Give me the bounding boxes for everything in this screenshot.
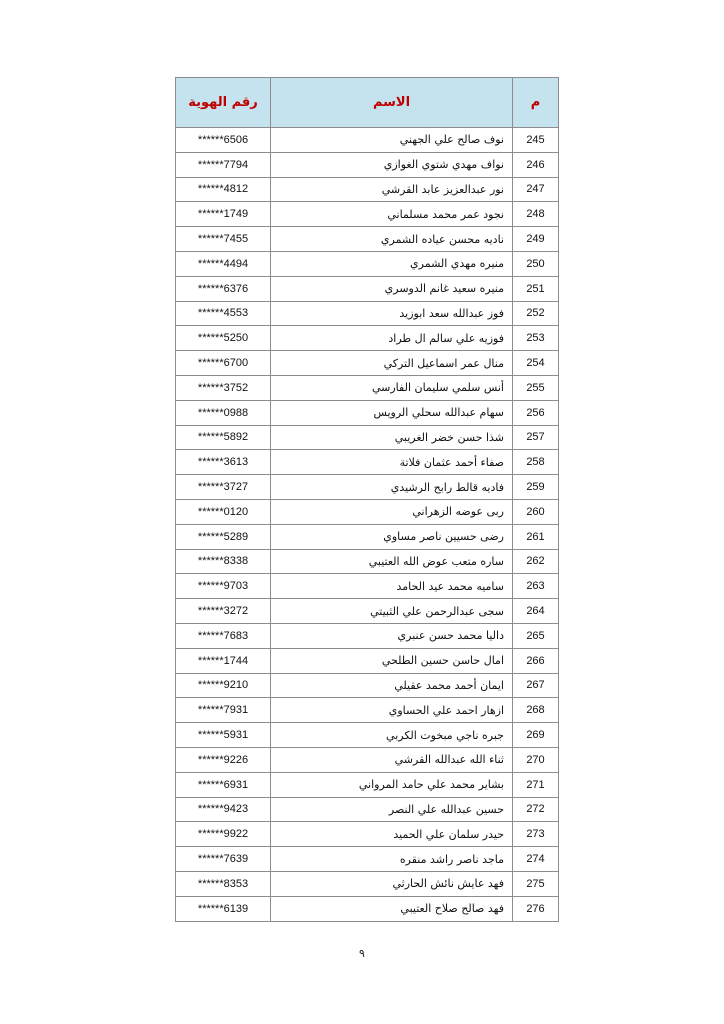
- table-row: [176, 648, 559, 673]
- table-row: [176, 375, 559, 400]
- row-name: أنس سلمي سليمان الفارسي: [271, 375, 513, 400]
- row-id-number: ******8338: [176, 549, 271, 574]
- row-number: 272: [513, 797, 559, 822]
- row-name: بشاير محمد علي حامد المرواني: [271, 772, 513, 797]
- row-name: فهد عايش نائش الحارثي: [271, 871, 513, 896]
- row-number: 252: [513, 301, 559, 326]
- names-table: [175, 77, 559, 922]
- table-row: [176, 822, 559, 847]
- table-row: [176, 475, 559, 500]
- row-name: ماجد ناصر راشد منقره: [271, 847, 513, 872]
- row-name: ناديه محسن عياده الشمري: [271, 227, 513, 252]
- row-number: 246: [513, 152, 559, 177]
- row-name: ربى عوضه الزهراني: [271, 499, 513, 524]
- row-number: 260: [513, 499, 559, 524]
- row-name: امال حاسن حسين الطلحي: [271, 648, 513, 673]
- row-number: 266: [513, 648, 559, 673]
- table-row: [176, 227, 559, 252]
- row-number: 250: [513, 251, 559, 276]
- row-id-number: ******5250: [176, 326, 271, 351]
- row-number: 276: [513, 896, 559, 921]
- row-id-number: ******9423: [176, 797, 271, 822]
- table-row: [176, 128, 559, 153]
- table-row: [176, 499, 559, 524]
- row-name: نور عبدالعزيز عابد القرشي: [271, 177, 513, 202]
- row-name: منيره مهدي الشمري: [271, 251, 513, 276]
- row-number: 273: [513, 822, 559, 847]
- table-row: [176, 673, 559, 698]
- row-number: 263: [513, 574, 559, 599]
- table-row: [176, 450, 559, 475]
- row-number: 265: [513, 623, 559, 648]
- table-row: [176, 177, 559, 202]
- row-number: 271: [513, 772, 559, 797]
- table-row: [176, 202, 559, 227]
- row-id-number: ******3727: [176, 475, 271, 500]
- table-row: [176, 797, 559, 822]
- table-row: [176, 351, 559, 376]
- row-number: 247: [513, 177, 559, 202]
- table-row: [176, 326, 559, 351]
- table-row: [176, 871, 559, 896]
- row-number: 270: [513, 747, 559, 772]
- row-number: 248: [513, 202, 559, 227]
- row-id-number: ******6700: [176, 351, 271, 376]
- row-number: 267: [513, 673, 559, 698]
- row-id-number: ******4812: [176, 177, 271, 202]
- row-id-number: ******6931: [176, 772, 271, 797]
- table-header: [176, 78, 559, 128]
- row-name: نوف صالح علي الجهني: [271, 128, 513, 153]
- table-row: [176, 524, 559, 549]
- row-id-number: ******4553: [176, 301, 271, 326]
- row-name: شذا حسن خضر الغريبي: [271, 425, 513, 450]
- row-id-number: ******1744: [176, 648, 271, 673]
- table-row: [176, 698, 559, 723]
- page-number: ٩: [359, 947, 365, 960]
- row-id-number: ******7683: [176, 623, 271, 648]
- table-row: [176, 425, 559, 450]
- table-row: [176, 896, 559, 921]
- row-id-number: ******7639: [176, 847, 271, 872]
- row-id-number: ******7794: [176, 152, 271, 177]
- header-name: الاسم: [271, 78, 513, 128]
- row-number: 269: [513, 723, 559, 748]
- row-name: ساميه محمد عيد الحامد: [271, 574, 513, 599]
- table-body: [176, 128, 559, 922]
- row-number: 254: [513, 351, 559, 376]
- row-id-number: ******9922: [176, 822, 271, 847]
- row-name: منيره سعيد غانم الدوسري: [271, 276, 513, 301]
- row-id-number: ******6139: [176, 896, 271, 921]
- row-id-number: ******3752: [176, 375, 271, 400]
- table-row: [176, 623, 559, 648]
- row-name: فهد صالح صلاح العتيبي: [271, 896, 513, 921]
- row-number: 259: [513, 475, 559, 500]
- table-row: [176, 276, 559, 301]
- row-number: 257: [513, 425, 559, 450]
- row-number: 268: [513, 698, 559, 723]
- table-row: [176, 599, 559, 624]
- row-id-number: ******5892: [176, 425, 271, 450]
- table-row: [176, 574, 559, 599]
- row-name: سجى عبدالرحمن علي الثبيتي: [271, 599, 513, 624]
- row-number: 255: [513, 375, 559, 400]
- row-name: حيدر سلمان علي الحميد: [271, 822, 513, 847]
- row-id-number: ******5289: [176, 524, 271, 549]
- table-row: [176, 549, 559, 574]
- table-row: [176, 301, 559, 326]
- table-row: [176, 847, 559, 872]
- header-id-number: رقم الهوية: [176, 78, 271, 128]
- row-number: 261: [513, 524, 559, 549]
- table-row: [176, 400, 559, 425]
- row-id-number: ******9703: [176, 574, 271, 599]
- row-name: فوز عبدالله سعد ابوزيد: [271, 301, 513, 326]
- row-number: 249: [513, 227, 559, 252]
- row-name: منال عمر اسماعيل التركي: [271, 351, 513, 376]
- row-number: 245: [513, 128, 559, 153]
- row-id-number: ******1749: [176, 202, 271, 227]
- row-id-number: ******3613: [176, 450, 271, 475]
- row-id-number: ******7455: [176, 227, 271, 252]
- row-name: صفاء أحمد عثمان فلاتة: [271, 450, 513, 475]
- row-id-number: ******5931: [176, 723, 271, 748]
- row-name: حسين عبدالله علي النصر: [271, 797, 513, 822]
- row-name: ازهار احمد علي الحساوي: [271, 698, 513, 723]
- row-number: 262: [513, 549, 559, 574]
- row-name: جبره ناجي مبخوت الكربي: [271, 723, 513, 748]
- header-row: [176, 78, 559, 128]
- row-id-number: ******3272: [176, 599, 271, 624]
- row-name: سهام عبدالله سحلي الرويس: [271, 400, 513, 425]
- row-number: 258: [513, 450, 559, 475]
- row-id-number: ******6376: [176, 276, 271, 301]
- row-number: 251: [513, 276, 559, 301]
- row-number: 256: [513, 400, 559, 425]
- row-name: نواف مهدي شتوي الغوازي: [271, 152, 513, 177]
- row-name: داليا محمد حسن عنبري: [271, 623, 513, 648]
- row-id-number: ******6506: [176, 128, 271, 153]
- row-id-number: ******0988: [176, 400, 271, 425]
- row-name: ثناء الله عبدالله القرشي: [271, 747, 513, 772]
- row-number: 274: [513, 847, 559, 872]
- table-row: [176, 747, 559, 772]
- row-name: رضى حسيين ناصر مساوي: [271, 524, 513, 549]
- table-row: [176, 251, 559, 276]
- row-name: فوزيه علي سالم ال طراد: [271, 326, 513, 351]
- row-id-number: ******9226: [176, 747, 271, 772]
- row-name: ساره متعب عوض الله العتيبي: [271, 549, 513, 574]
- row-number: 264: [513, 599, 559, 624]
- row-name: فاديه قالط رابح الرشيدي: [271, 475, 513, 500]
- row-number: 253: [513, 326, 559, 351]
- header-number: م: [513, 78, 559, 128]
- row-id-number: ******0120: [176, 499, 271, 524]
- table-row: [176, 723, 559, 748]
- row-name: ايمان أحمد محمد عقيلي: [271, 673, 513, 698]
- row-number: 275: [513, 871, 559, 896]
- table-row: [176, 772, 559, 797]
- row-id-number: ******7931: [176, 698, 271, 723]
- row-id-number: ******8353: [176, 871, 271, 896]
- row-id-number: ******4494: [176, 251, 271, 276]
- table-row: [176, 152, 559, 177]
- row-id-number: ******9210: [176, 673, 271, 698]
- row-name: نجود عمر محمد مسلماني: [271, 202, 513, 227]
